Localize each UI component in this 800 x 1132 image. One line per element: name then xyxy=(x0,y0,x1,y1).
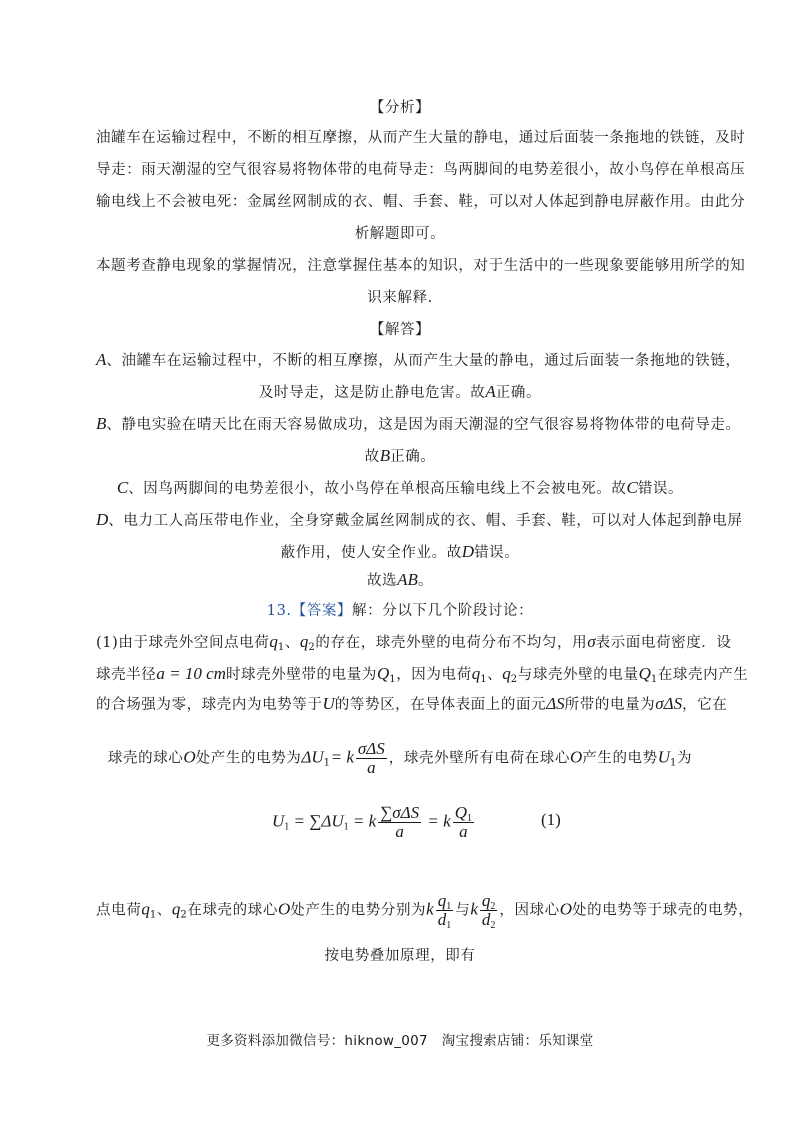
text: 为 xyxy=(677,750,693,767)
text: 、 xyxy=(284,635,300,651)
subscript: 1 xyxy=(446,901,452,912)
q13-line-3 xyxy=(96,694,727,715)
text: 的等势区，在导体表面上的面元 xyxy=(334,697,547,713)
text: 表示面电荷密度．设 xyxy=(595,635,732,651)
var-Q: Q xyxy=(454,803,467,822)
option-text: 错误。 xyxy=(474,545,520,561)
var-k: k xyxy=(426,899,434,919)
var-U: U xyxy=(322,694,335,713)
equation-label-1: (1) xyxy=(541,810,561,829)
var-sigma: σ xyxy=(587,632,596,651)
option-letter: D xyxy=(461,542,475,561)
fraction-denominator: a xyxy=(395,822,404,841)
subscript: 2 xyxy=(510,674,518,685)
option-letter: C xyxy=(626,478,638,497)
var-U: U xyxy=(272,811,285,831)
text: 的存在，球壳外壁的电荷分布不均匀，用 xyxy=(315,635,588,651)
option-text: 、静电实验在晴天比在雨天容易做成功，这是因为雨天潮湿的空气很容易将物体带的电荷导走。 xyxy=(106,417,741,433)
radius-equation: a = 10 cm xyxy=(156,664,226,683)
equation-1 xyxy=(272,804,476,841)
var-q: q xyxy=(502,664,511,683)
var-delta-s: ΔS xyxy=(546,694,565,713)
q13-intro: 解：分以下几个阶段讨论： xyxy=(352,603,534,619)
subscript: 1 xyxy=(480,674,488,685)
q13-answer-tag: 【答案】 xyxy=(291,603,353,619)
var-q: q xyxy=(437,891,447,910)
subscript: 1 xyxy=(323,757,331,769)
var-q: q xyxy=(171,899,181,919)
var-q: q xyxy=(481,891,491,910)
var-O: O xyxy=(277,899,291,919)
analysis-line-1: 油罐车在运输过程中，不断的相互摩擦，从而产生大量的静电，通过后面装一条拖地的铁链，及时 xyxy=(96,130,746,146)
fraction-denominator: a xyxy=(459,822,468,841)
option-letter: A xyxy=(485,382,496,401)
var-d: d xyxy=(437,910,447,929)
answer-heading: 【解答】 xyxy=(369,322,431,338)
text: 处产生的电势为 xyxy=(195,750,302,767)
text: 在球壳内产生 xyxy=(657,667,749,683)
analysis-heading: 【分析】 xyxy=(369,100,431,116)
conclusion-text: 。 xyxy=(417,573,434,589)
step-label: (1) xyxy=(96,635,119,651)
option-text: 正确。 xyxy=(390,449,436,465)
var-O: O xyxy=(569,747,583,767)
text: 与 xyxy=(455,902,471,919)
text: 球壳的球心 xyxy=(107,750,184,767)
var-Q: Q xyxy=(376,664,390,683)
equals-k: = k xyxy=(330,747,354,767)
fraction-q1-over-a xyxy=(453,804,474,841)
subscript: 2 xyxy=(180,909,188,921)
fraction-numerator xyxy=(453,804,474,823)
var-O: O xyxy=(183,747,196,767)
text: 的合场强为零，球壳内为电势等于 xyxy=(96,697,323,713)
option-a-line-2 xyxy=(0,382,800,403)
text: 与球壳外壁的电量 xyxy=(517,667,639,683)
q13-line-6: 按电势叠加原理，即有 xyxy=(324,948,476,964)
fraction-q1-over-d1 xyxy=(436,892,454,929)
option-a-line-1 xyxy=(96,350,741,371)
option-text: 、电力工人高压带电作业，全身穿戴金属丝网制成的衣、帽、手套、鞋，可以对人体起到静电屏 xyxy=(108,513,743,529)
text: 产生的电势 xyxy=(582,750,658,767)
fraction-sum-over-a xyxy=(378,804,421,841)
analysis-line-2: 导走：雨天潮湿的空气很容易将物体带的电荷导走：鸟两脚间的电势差很小，故小鸟停在单根高压 xyxy=(96,162,746,178)
var-delta-u: ΔU xyxy=(301,747,324,767)
var-d: d xyxy=(481,910,491,929)
var-sigma-delta-s: σΔS xyxy=(655,694,683,713)
fraction-denominator xyxy=(436,911,454,929)
var-q: q xyxy=(141,899,150,919)
option-text: 故 xyxy=(364,449,380,465)
subscript: 1 xyxy=(446,920,452,931)
subscript: 1 xyxy=(149,909,157,921)
analysis-line-3: 输电线上不会被电死：金属丝网制成的衣、帽、手套、鞋，可以对人体起到静电屏蔽作用。由此分 xyxy=(96,194,746,210)
equals-k: = k xyxy=(352,811,377,831)
option-text: 错误。 xyxy=(637,481,684,497)
text: 时球壳外壁带的电量为 xyxy=(225,667,377,683)
fraction-denominator xyxy=(480,911,498,929)
var-Q: Q xyxy=(638,664,651,683)
text: ，球壳外壁所有电荷在球心 xyxy=(388,750,570,767)
var-q: q xyxy=(299,632,309,651)
q13-line-5 xyxy=(96,892,753,929)
option-b-line-1 xyxy=(96,414,741,435)
subscript: 2 xyxy=(308,642,316,653)
text: 由于球壳外空间点电荷 xyxy=(118,635,270,651)
var-O: O xyxy=(559,899,573,919)
fraction-denominator: a xyxy=(367,758,376,777)
var-U: U xyxy=(657,747,671,767)
conclusion-answer: AB xyxy=(397,570,418,589)
subscript: 1 xyxy=(389,674,397,685)
sum-delta-u: = ∑ΔU xyxy=(293,811,344,831)
analysis-summary-line-1: 本题考查静电现象的掌握情况，注意掌握住基本的知识，对于生活中的一些现象要能够用所学的知 xyxy=(96,258,746,274)
option-letter: A xyxy=(96,350,107,369)
text: 在球壳的球心 xyxy=(187,902,278,919)
option-text: 、因鸟两脚间的电势差很小，故小鸟停在单根高压输电线上不会被电死。故 xyxy=(128,481,627,497)
var-q: q xyxy=(471,664,481,683)
text: ，因为电荷 xyxy=(396,667,472,683)
option-c-line xyxy=(0,478,800,499)
conclusion-text: 故选 xyxy=(366,573,398,589)
fraction-numerator: ∑σΔS xyxy=(380,803,420,822)
q13-number: 13. xyxy=(266,603,292,619)
option-text: 及时导走，这是防止静电危害。故 xyxy=(258,385,486,401)
subscript: 1 xyxy=(650,674,658,685)
option-letter: B xyxy=(96,414,107,433)
fraction-numerator xyxy=(436,892,454,911)
analysis-line-4: 析解题即可。 xyxy=(354,226,446,242)
subscript: 1 xyxy=(284,821,290,833)
option-text: 、油罐车在运输过程中，不断的相互摩擦，从而产生大量的静电，通过后面装一条拖地的铁链， xyxy=(106,353,741,369)
option-letter: C xyxy=(116,478,129,497)
text: 处的电势等于球壳的电势， xyxy=(572,902,754,919)
text: ，它在 xyxy=(682,697,728,713)
fraction-numerator: σΔS xyxy=(357,739,385,758)
option-text: 蔽作用，使人安全作业。故 xyxy=(280,545,462,561)
q13-line-1 xyxy=(96,632,732,653)
text: 点电荷 xyxy=(96,902,142,919)
subscript: 1 xyxy=(343,821,349,833)
answer-conclusion xyxy=(0,570,800,591)
subscript: 2 xyxy=(490,901,496,912)
text: 、 xyxy=(156,902,172,919)
subscript: 2 xyxy=(490,920,496,931)
footer-contact: 更多资料添加微信号：hiknow_007 淘宝搜索店铺：乐知课堂 xyxy=(206,1033,594,1049)
var-q: q xyxy=(269,632,278,651)
text: ，因球心 xyxy=(499,902,560,919)
option-b-line-2 xyxy=(0,446,800,467)
option-text: 正确。 xyxy=(495,385,542,401)
option-letter: D xyxy=(96,510,109,529)
text: 处产生的电势分别为 xyxy=(290,902,427,919)
option-d-line-1 xyxy=(96,510,742,531)
analysis-summary-line-2: 识来解释. xyxy=(367,290,433,306)
var-k: k xyxy=(470,899,478,919)
text: 、 xyxy=(487,667,503,683)
equals-k: = k xyxy=(427,811,451,831)
option-d-line-2 xyxy=(0,542,800,563)
q13-line-2 xyxy=(96,664,748,685)
option-letter: B xyxy=(379,446,391,465)
fraction-sigma-ds-over-a xyxy=(356,740,387,777)
text: 球壳半径 xyxy=(96,667,157,683)
subscript: 1 xyxy=(466,813,472,824)
subscript: 1 xyxy=(277,642,285,653)
q13-line-4 xyxy=(0,740,800,777)
fraction-q2-over-d2 xyxy=(480,892,498,929)
subscript: 1 xyxy=(670,757,677,769)
fraction-numerator xyxy=(480,892,498,911)
text: 所带的电量为 xyxy=(564,697,656,713)
q13-header xyxy=(0,601,800,621)
